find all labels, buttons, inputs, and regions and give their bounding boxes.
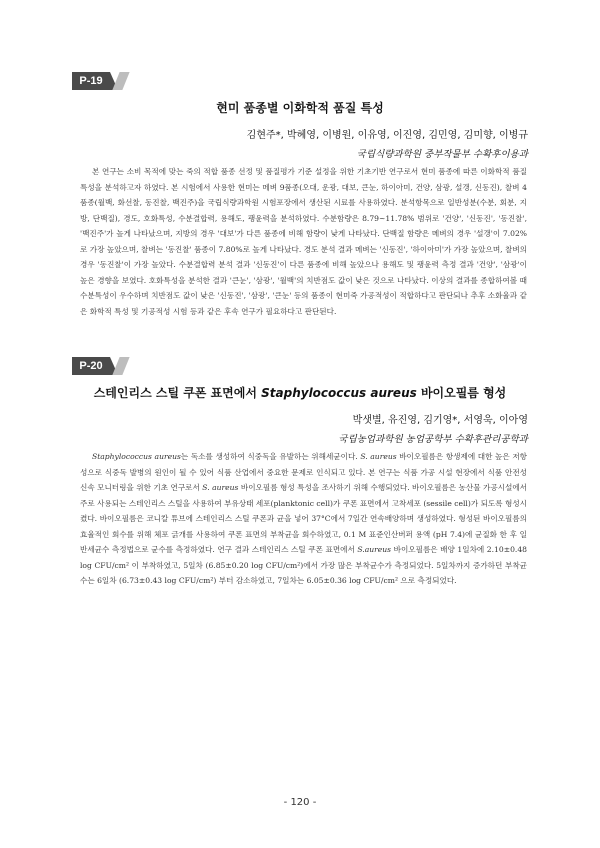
badge-label: P-20 <box>72 357 110 375</box>
p20-title-pre: 스테인리스 스틸 쿠폰 표면에서 <box>93 386 262 400</box>
badge-label: P-19 <box>72 72 110 90</box>
p20-abstract-body <box>80 449 527 589</box>
species-name: Staphylococcus aureus <box>92 452 181 461</box>
species-abbr: S. aureus <box>202 483 239 492</box>
p20-title-post: 바이오필름 형성 <box>416 386 507 400</box>
p20-body-1: 는 독소를 생성하여 식중독을 유발하는 위해세균이다. <box>180 452 361 461</box>
species-abbr-2: S.aureus <box>357 545 392 554</box>
p20-abstract-text <box>80 449 527 589</box>
p20-authors: 박샛별, 유진영, 김기영*, 서영욱, 이아영 <box>352 415 528 426</box>
p19-authors: 김현주*, 박혜영, 이병원, 이유영, 이진영, 김민영, 김미향, 이병규 <box>246 130 528 141</box>
p20-body-4: 바이오필름은 배양 1일차에 2.10±0.48 log CFU/cm² 이 부착하였고, 5일차 (6.85±0.20 log CFU/cm²)에서 가장 많은 부착균수가 측정되었다. 5일차까지 증가하던 부착균수는 6일차 (6.73±0.43 log CFU/cm²) 부터 감소하였고, 7일차는 6.05±0.36 log CFU/cm² 으로 측정되었다. <box>80 545 527 585</box>
p20-title <box>60 384 540 401</box>
p20-affiliation: 국립농업과학원 농업공학부 수확후관리공학과 <box>338 434 528 445</box>
p20-title-species: Staphylococcus aureus <box>261 386 417 400</box>
abstract-badge-p20 <box>72 357 122 375</box>
p19-abstract-text: 본 연구는 소비 목적에 맞는 죽의 적합 품종 선정 및 품질평가 기준 설정을 위한 기초기반 연구로서 현미 품종에 따른 이화학적 품질 특성을 분석하고자 하였다. 본 시험에서 사용한 현미는 메벼 9품종(오대, 운광, 대보, 큰눈, 하이아미, 건양, 삼광, 설갱, 신동진), 찰벼 4품종(월백, 화선찰, 동진찰, 백진주)을 국립식량과학원 시험포장에서 생산된 시료를 사용하였다. 분석항목으로 일반성분(수분, 회분, 지방, 단백질), 경도, 호화특성, 수분결합력, 용해도, 팽윤력을 분석하였다. 수분함량은 8.79~11.78% 범위로 '건양', '신동진', '동진찰', '백진주'가 높게 나타났으며, 지방의 경우 '대보'가 다른 품종에 비해 함량이 낮게 나타났다. 단백질 함량은 메벼의 경우 '설갱'이 7.02%로 가장 높았으며, 찰벼는 '동진찰' 품종이 7.80%로 높게 나타났다. 경도 분석 결과 메벼는 '신동진', '하이아미'가 가장 높았으며, 찰벼의 경우 '동진찰'이 가장 높았다. 수분결합력 분석 결과 '신동진'이 다른 품종에 비해 높았으나 용해도 및 팽윤력 측정 결과 '건양', '삼광'이 높은 경향을 보였다. 호화특성을 분석한 결과 '큰눈', '삼광', '월백'의 치반점도 값이 낮은 것으로 나타났다. 이상의 결과를 종합하여볼 때 수분특성이 우수하며 치반점도 값이 낮은 '신동진', '삼광', '큰눈' 등의 품종이 현미죽 가공적성이 적합하다고 판단되나 추후 소화율과 같은 화학적 특성 및 기공적성 시험 등과 같은 후속 연구가 필요하다고 판단된다. <box>80 167 527 316</box>
page-number: - 120 - <box>283 797 317 808</box>
abstract-badge-p19 <box>72 72 122 90</box>
p19-affiliation: 국립식량과학원 중부작물부 수확후이용과 <box>356 149 528 160</box>
species-abbr: S. aureus <box>360 452 397 461</box>
p20-body-2: 바이오필름은 항생제에 대한 높은 저항성으로 식중독 발병의 원인이 될 수 있어 식품 산업에서 중요한 문제로 인식되고 있다. 본 연구는 식품 가공 시설 현장에서 식품 안전성 신속 모니터링을 위한 기초 연구로서 <box>80 452 528 492</box>
p19-title: 현미 품종별 이화학적 품질 특성 <box>216 101 384 115</box>
p19-abstract-body <box>80 164 527 319</box>
p20-body-3: 바이오필름 형성 특성을 조사하기 위해 수행되었다. 바이오필름은 농산물 가공시설에서 주로 사용되는 스테인리스 스틸을 사용하여 부유상태 세포(planktonic cell)가 쿠폰 표면에서 고착세포 (sessile cell)가 되도록 형성시켰다. 바이오필름은 코니칼 튜브에 스테인리스 스틸 쿠폰과 균을 넣어 37°C에서 7일간 연속배양하며 생성하였다. 형성된 바이오필름의 효율적인 회수를 위해 체포 긁개를 사용하여 쿠폰 표면의 부착균을 회수하였고, 0.1 M 표준인산버퍼 용액 (pH 7.4)에 균질화 한 후 일반세균수 측정법으로 균수를 측정하였다. 연구 결과 스테인리스 스틸 쿠폰 표면에서 <box>80 483 527 554</box>
